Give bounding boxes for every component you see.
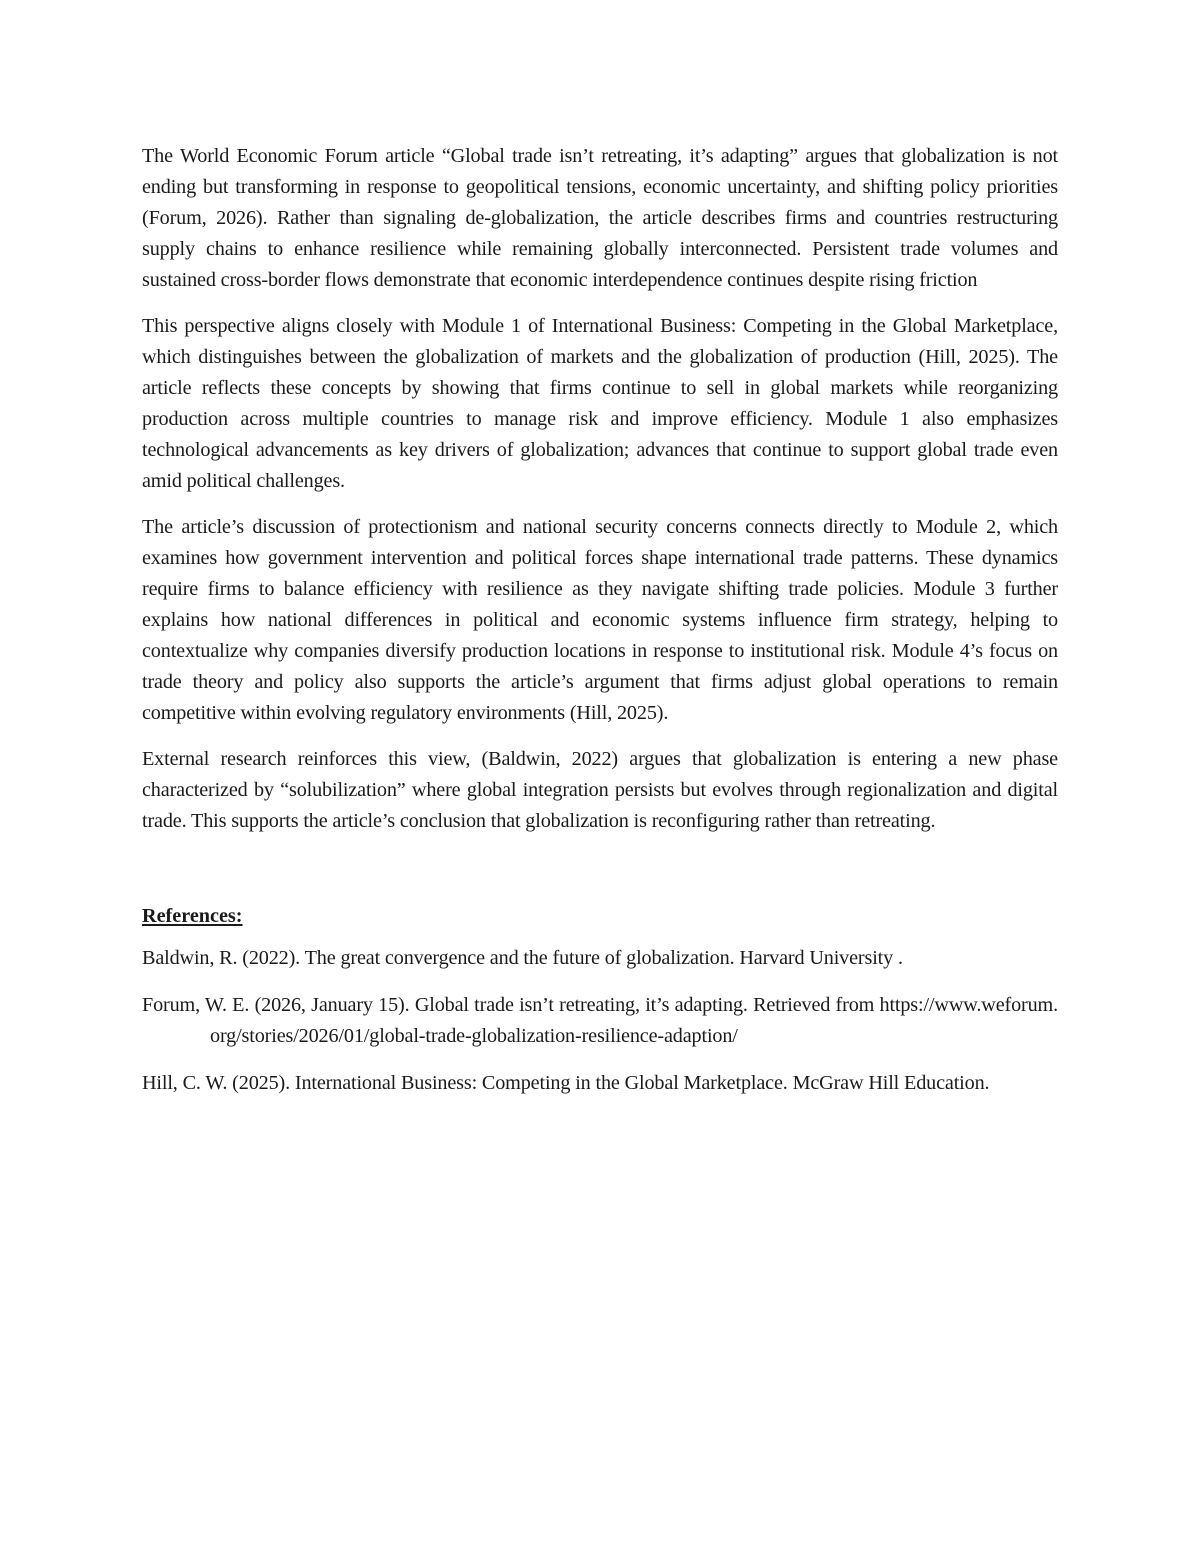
body-paragraph-2: This perspective aligns closely with Module 1 of International Business: Competing in the Global Marketplace, which distinguishes between the globalization of markets and the globalization of production (Hill, 2025). The article reflects these concepts by showing that firms continue to sell in global markets while reorganizing production across multiple countries to manage risk and improve efficiency. Module 1 also emphasizes technological advancements as key drivers of globalization; advances that continue to support global trade even amid political challenges. bbox=[142, 315, 1058, 492]
body-paragraph-3: The article’s discussion of protectionism and national security concerns connects directly to Module 2, which examines how government intervention and political forces shape international trade patterns. These dynamics require firms to balance efficiency with resilience as they navigate shifting trade policies. Module 3 further explains how national differences in political and economic systems influence firm strategy, helping to contextualize why companies diversify production locations in response to institutional risk. Module 4’s focus on trade theory and policy also supports the article’s argument that firms adjust global operations to remain competitive within evolving regulatory environments (Hill, 2025). bbox=[142, 516, 1058, 724]
reference-url[interactable]: https://www.weforum.org/stories/2026/01/global-trade-globalization-resilience-adaption/ bbox=[210, 994, 1058, 1047]
reference-item-baldwin bbox=[142, 943, 1058, 974]
reference-item-forum bbox=[142, 990, 1058, 1052]
reference-text: Forum, W. E. (2026, January 15). Global trade isn’t retreating, it’s adapting. Retrieved from bbox=[142, 994, 875, 1016]
reference-text: Hill, C. W. (2025). International Business: Competing in the Global Marketplace. McGraw Hill Education. bbox=[142, 1072, 990, 1094]
references-list bbox=[142, 943, 1058, 1099]
body-paragraph-1: The World Economic Forum article “Global trade isn’t retreating, it’s adapting” argues that globalization is not ending but transforming in response to geopolitical tensions, economic uncertainty, and shifting policy priorities (Forum, 2026). Rather than signaling de-globalization, the article describes firms and countries restructuring supply chains to enhance resilience while remaining globally interconnected. Persistent trade volumes and sustained cross-border flows demonstrate that economic interdependence continues despite rising friction bbox=[142, 145, 1058, 291]
references-heading: References: bbox=[142, 905, 243, 927]
document-page bbox=[142, 141, 1058, 1115]
body-paragraph-4: External research reinforces this view, (Baldwin, 2022) argues that globalization is entering a new phase characterized by “solubilization” where global integration persists but evolves through regionalization and digital trade. This supports the article’s conclusion that globalization is reconfiguring rather than retreating. bbox=[142, 748, 1058, 832]
reference-text: Baldwin, R. (2022). The great convergence and the future of globalization. Harvard University . bbox=[142, 947, 903, 969]
reference-item-hill bbox=[142, 1068, 1058, 1099]
